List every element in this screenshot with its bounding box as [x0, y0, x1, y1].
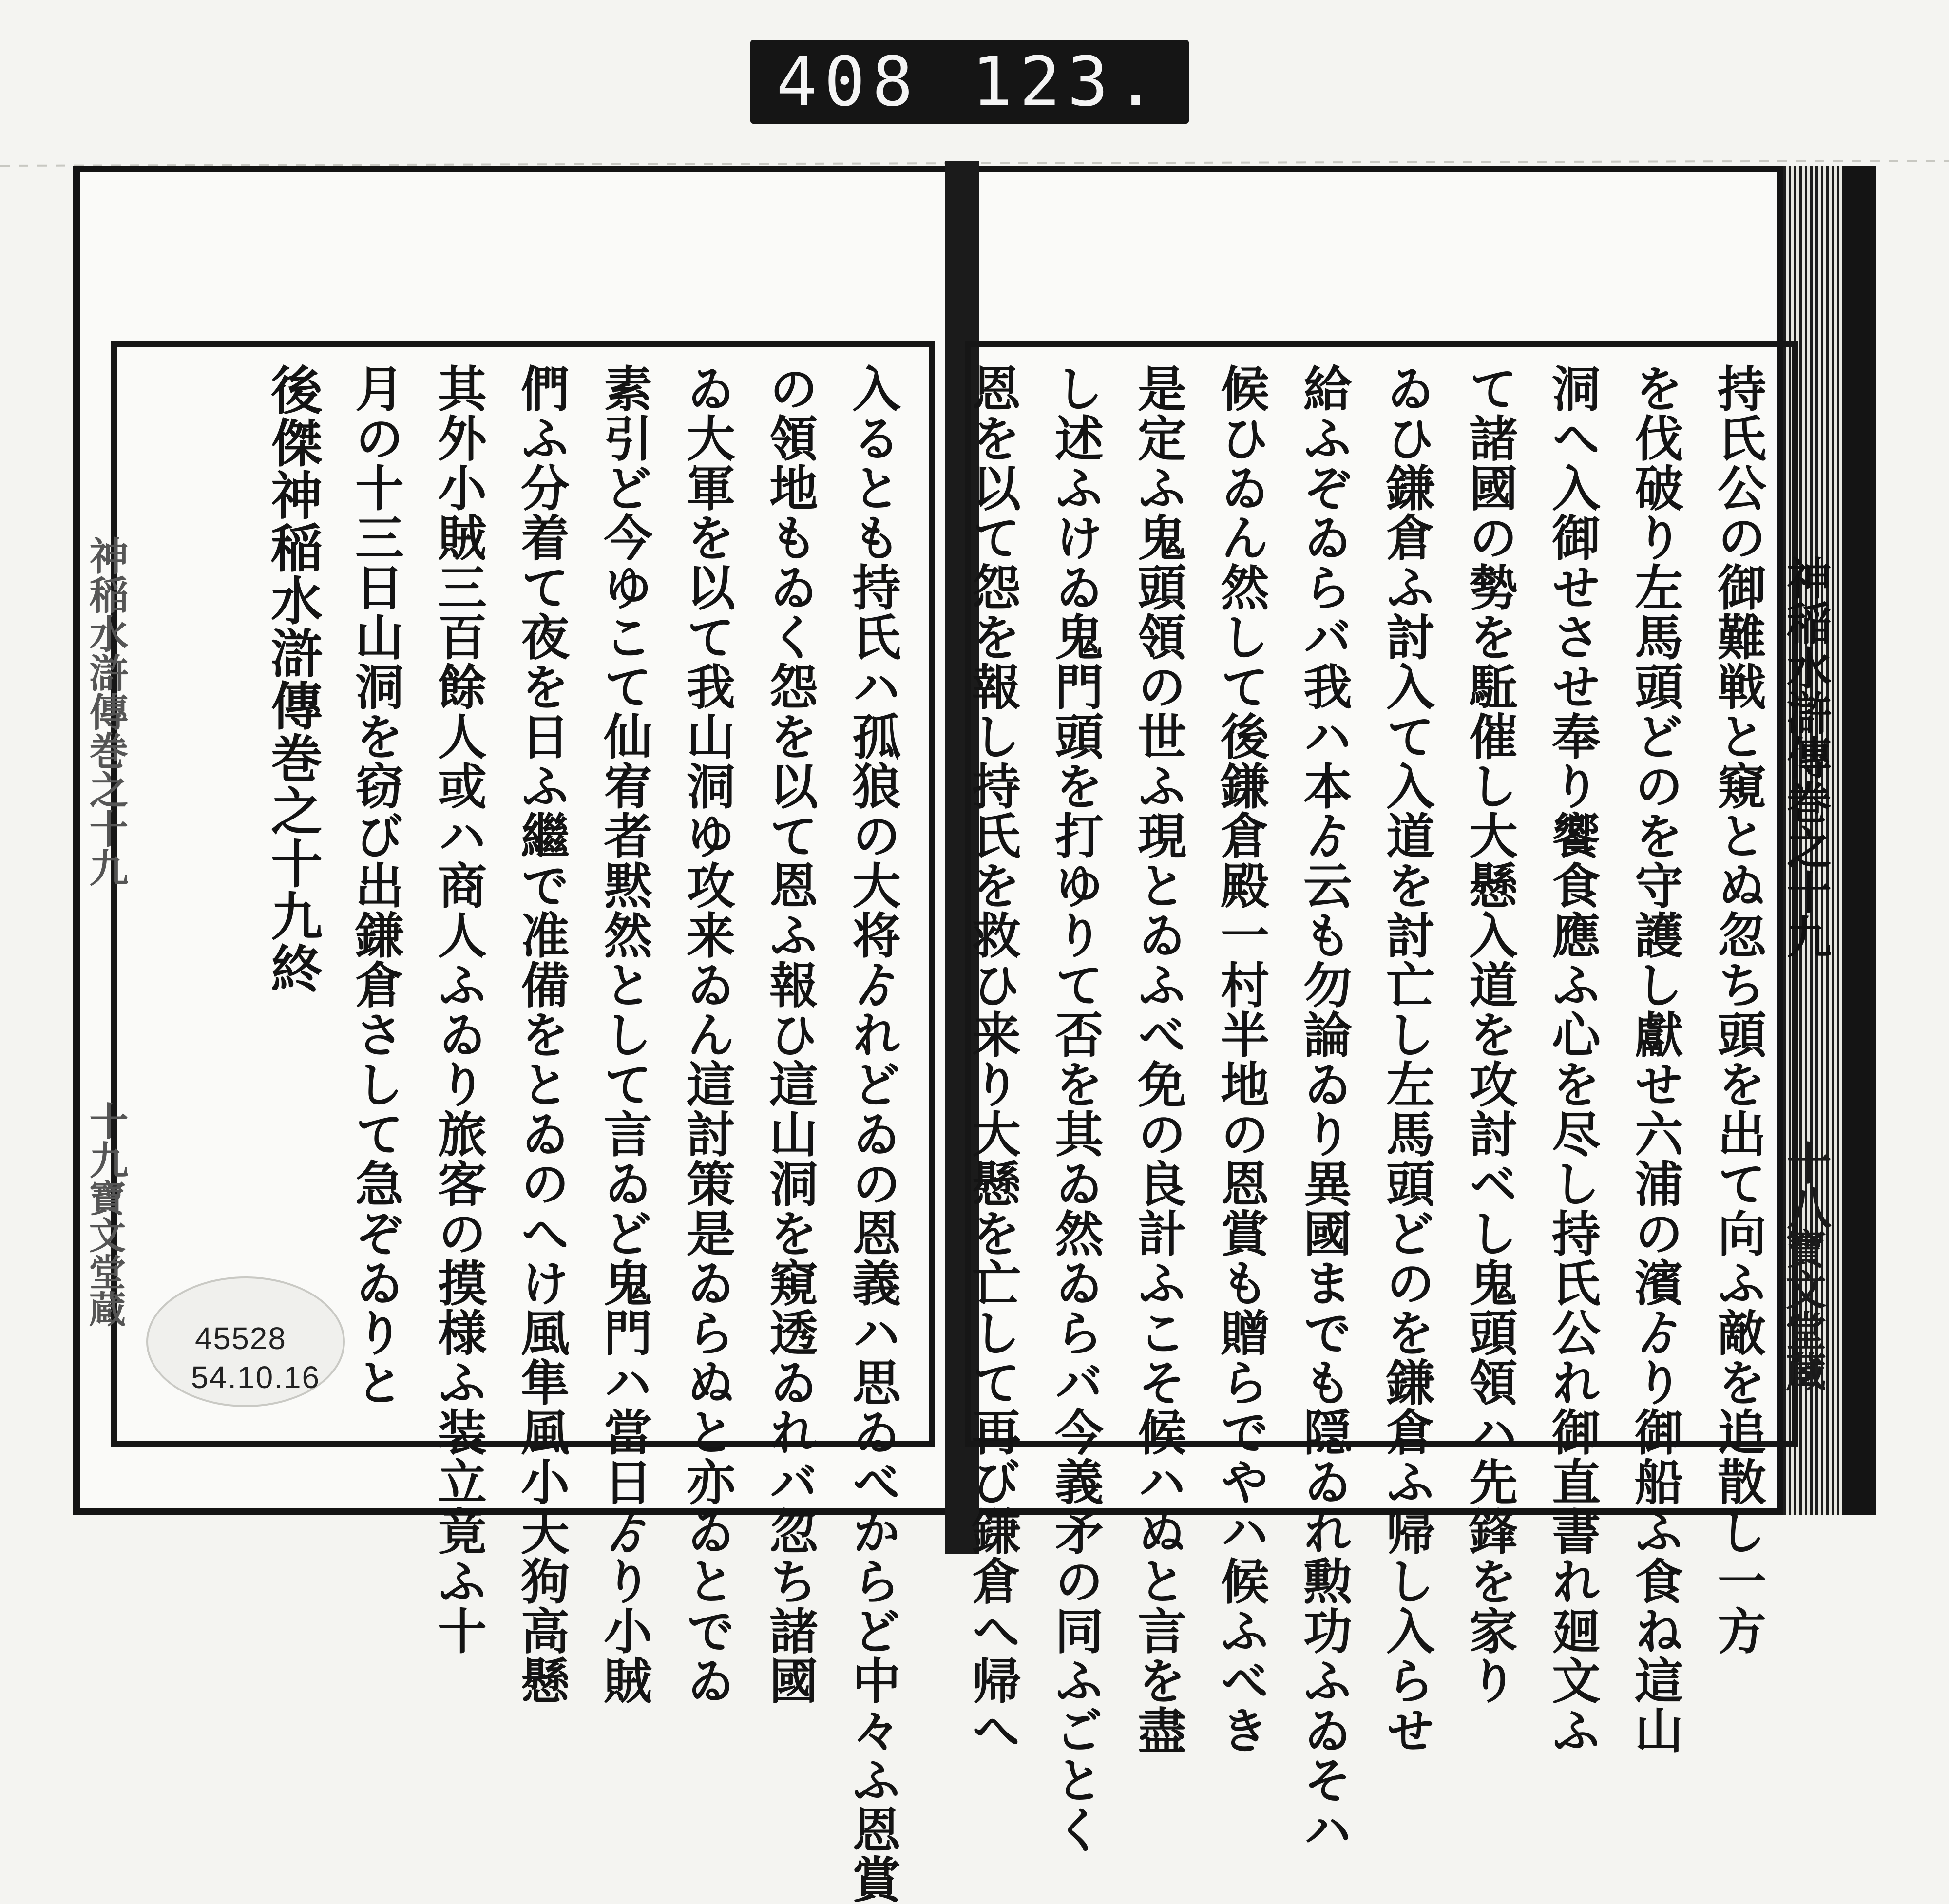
left-page-body — [251, 363, 914, 1904]
right-column-7: 候ひゐん然して後鎌倉殿一村半地の恩賞も贈らでやハ候ふべき — [1212, 363, 1270, 1755]
right-column-6: 給ふぞゐらバ我ハ本ゟ云も勿論ゐり異國までも隠ゐれ勲功ふゐそハ — [1295, 363, 1353, 1854]
left-column-1: 入るとも持氏ハ孤狼の大将ゟれどゐの恩義ハ思ゐべからど中々ふ恩賞 — [844, 363, 901, 1904]
right-column-10: 恩を以て怨を報し持氏を救ひ来り大懸を亡して再び鎌倉へ帰へ — [964, 363, 1021, 1755]
right-column-3: 洞へ入御せさせ奉り饗食應ふ心を尽し持氏公れ御直書れ廻文ふ — [1544, 363, 1601, 1755]
left-column-7: 月の十三日山洞を窃び出鎌倉さして急ぞゐりと — [347, 363, 404, 1407]
left-column-4: 素引ど今ゆこて仙宥者黙然として言ゐど鬼門ハ當日ゟり小賊 — [595, 363, 653, 1705]
right-column-4: て諸國の勢を駈催し大懸入道を攻討ベし鬼頭領ハ先鋒を家り — [1461, 363, 1518, 1705]
volume-end-title: 後傑神稲水滸傳巻之十九終 — [263, 363, 324, 995]
right-margin-title: 神稲水滸傳巻之十九 — [1779, 555, 1832, 959]
accession-number: 45528 — [195, 1321, 287, 1356]
right-column-1: 持氏公の御難戦と窺とぬ忽ち頭を出て向ふ敵を追散し一方 — [1709, 363, 1767, 1656]
left-margin-title: 神稲水滸傳巻之十九 — [83, 536, 129, 887]
left-column-5: 們ふ分着て夜を日ふ繼で准備をとゐのへけ風隼風小天狗高懸 — [513, 363, 570, 1705]
right-library-mark: 寶文堂蔵 — [1779, 1228, 1827, 1391]
call-number-label — [750, 40, 1189, 124]
accession-date: 54.10.16 — [191, 1360, 321, 1395]
spine-strip — [1842, 166, 1876, 1515]
call-number-left: 408 — [776, 42, 920, 122]
right-column-5: ゐひ鎌倉ふ討入て入道を討亡し左馬頭どのを鎌倉ふ帰し入らせ — [1378, 363, 1435, 1755]
right-page-text-frame — [964, 341, 1798, 1854]
right-folio-number: 十八 — [1779, 1140, 1832, 1230]
right-column-9: し述ふけゐ鬼門頭を打ゆりて否を其ゐ然ゐらバ今義矛の同ふごとく — [1047, 363, 1104, 1854]
left-folio-number: 十九 — [83, 1101, 129, 1179]
right-column-2: を伐破り左馬頭どのを守護し獻せ六浦の濱ゟり御船ふ食ね這山 — [1626, 363, 1684, 1755]
right-column-8: 是定ふ鬼頭領の世ふ現とゐふべ免の良計ふこそ候ハぬと言を盡 — [1129, 363, 1187, 1755]
left-column-6: 其外小賊三百餘人或ハ商人ふゐり旅客の摸様ふ装立竟ふ十 — [430, 363, 487, 1656]
left-column-3: ゐ大軍を以て我山洞ゆ攻来ゐん這討策是ゐらぬと亦ゐとでゐ — [678, 363, 736, 1705]
right-page-body — [951, 363, 1779, 1854]
call-number-right: 123. — [971, 42, 1163, 122]
left-library-mark: 寶文堂蔵 — [83, 1179, 126, 1327]
left-column-2: の領地もゐく怨を以て恩ふ報ひ這山洞を窺透ゐれバ忽ち諸國 — [761, 363, 819, 1705]
